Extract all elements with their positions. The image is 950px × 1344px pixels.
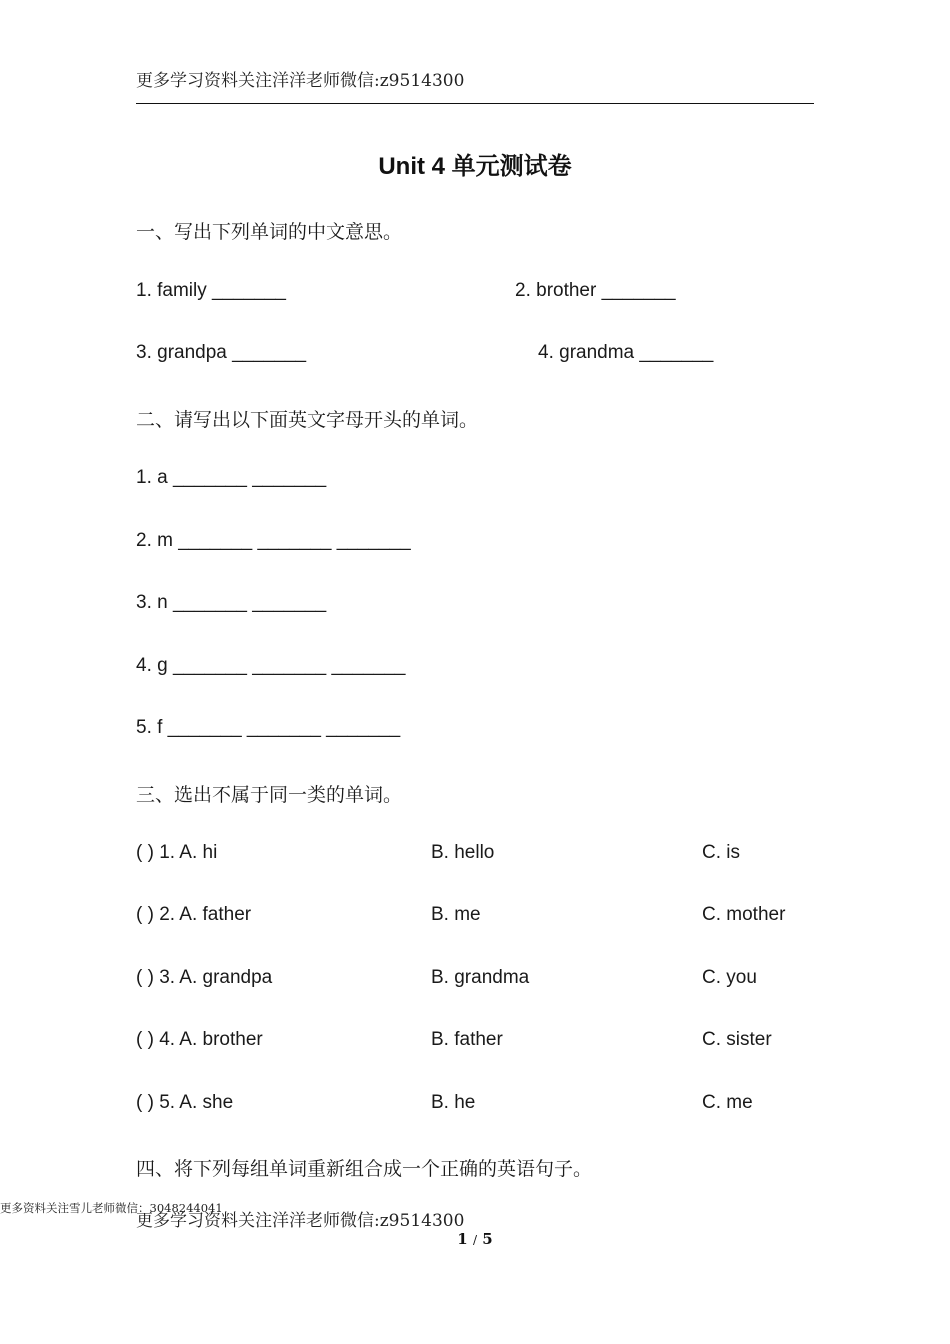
s3-q5-option-a: ( ) 5. A. she: [136, 1092, 234, 1113]
s3-q1-option-a: ( ) 1. A. hi: [136, 842, 218, 863]
s3-q3-option-c: C. you: [702, 967, 757, 988]
s3-q4-option-a: ( ) 4. A. brother: [136, 1029, 263, 1050]
s2-item-1: 1. a _______ _______: [136, 467, 327, 488]
s2-item-2: 2. m _______ _______ _______: [136, 530, 411, 551]
s1-item-4: 4. grandma _______: [538, 342, 714, 363]
s2-item-3: 3. n _______ _______: [136, 592, 327, 613]
section-4-heading: 四、将下列每组单词重新组合成一个正确的英语句子。: [136, 1159, 593, 1180]
section-3-heading: 三、选出不属于同一类的单词。: [136, 785, 403, 806]
page-separator: /: [472, 1233, 478, 1247]
page-total: 5: [482, 1230, 493, 1248]
s2-item-5: 5. f _______ _______ _______: [136, 717, 401, 738]
s3-q4-option-b: B. father: [431, 1029, 503, 1050]
page-current: 1: [457, 1230, 468, 1248]
s3-q1-option-c: C. is: [702, 842, 740, 863]
s3-q3-option-b: B. grandma: [431, 967, 530, 988]
header-rule: [136, 103, 814, 104]
s3-q2-option-c: C. mother: [702, 904, 786, 925]
s3-q1-option-b: B. hello: [431, 842, 495, 863]
s2-item-4: 4. g _______ _______ _______: [136, 655, 406, 676]
s3-q5-option-b: B. he: [431, 1092, 476, 1113]
header-watermark: 更多学习资料关注洋洋老师微信:z9514300: [136, 71, 465, 91]
footer-side-watermark: 更多资料关注雪儿老师微信：3048244041: [0, 1201, 223, 1215]
page-number: [0, 1230, 950, 1248]
footer-watermark: 更多学习资料关注洋洋老师微信:z9514300: [136, 1211, 465, 1231]
s1-item-3: 3. grandpa _______: [136, 342, 307, 363]
section-1-heading: 一、写出下列单词的中文意思。: [136, 222, 403, 243]
s3-q3-option-a: ( ) 3. A. grandpa: [136, 967, 273, 988]
page-title: Unit 4 单元测试卷: [378, 153, 572, 180]
s1-item-1: 1. family _______: [136, 280, 286, 301]
s3-q2-option-a: ( ) 2. A. father: [136, 904, 252, 925]
s3-q5-option-c: C. me: [702, 1092, 753, 1113]
s3-q4-option-c: C. sister: [702, 1029, 772, 1050]
s1-item-2: 2. brother _______: [515, 280, 676, 301]
section-2-heading: 二、请写出以下面英文字母开头的单词。: [136, 410, 479, 431]
s3-q2-option-b: B. me: [431, 904, 481, 925]
